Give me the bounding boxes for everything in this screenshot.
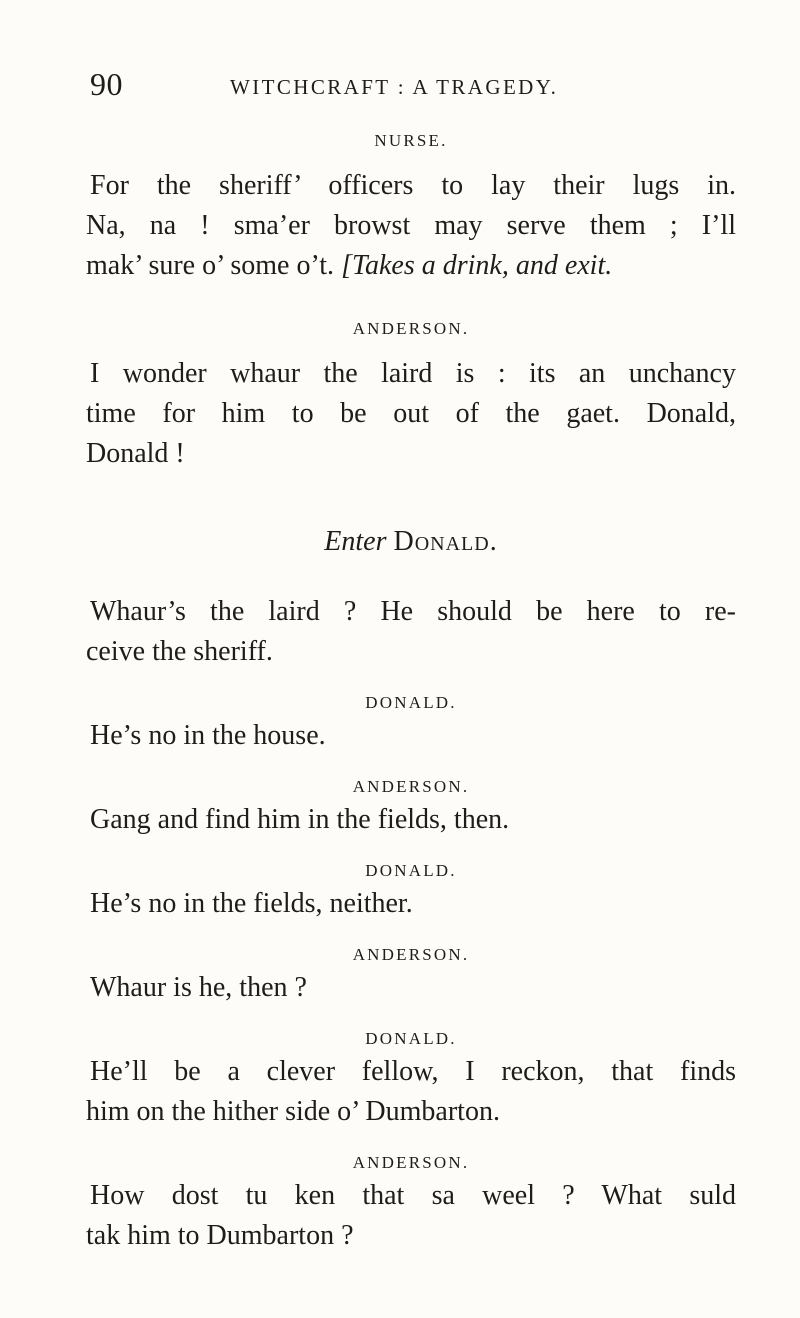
speech-line: For the sheriff’ officers to lay their lugs in. — [90, 170, 736, 201]
speaker-heading: DONALD. — [365, 693, 457, 712]
speech-line: Gang and find him in the fields, then. — [90, 804, 510, 835]
play-text — [86, 128, 736, 1256]
speech — [86, 354, 736, 474]
speaker-heading: ANDERSON. — [352, 777, 470, 796]
speech-line-text: mak’ sure o’ some o’t. — [86, 250, 335, 281]
speech — [86, 1052, 736, 1132]
speaker-heading: DONALD. — [365, 861, 457, 880]
page-number: 90 — [90, 66, 123, 102]
speech-line: Donald ! — [86, 438, 185, 469]
speech-line: him on the hither side o’ Dumbarton. — [86, 1096, 500, 1127]
speech — [86, 166, 736, 286]
speech-line: time for him to be out of the gaet. Donald, — [86, 398, 736, 429]
speech-line: How dost tu ken that sa weel ? What suld — [90, 1180, 736, 1211]
speech — [86, 968, 736, 1008]
speech-line — [86, 246, 736, 286]
enter-word: Enter — [324, 526, 387, 557]
speech-line: He’ll be a clever fellow, I reckon, that finds — [90, 1056, 736, 1087]
speaker-heading: NURSE. — [374, 131, 448, 150]
speech — [86, 800, 736, 840]
speaker-heading: ANDERSON. — [352, 1153, 470, 1172]
speaker-heading: DONALD. — [365, 1029, 457, 1048]
speech-line: Whaur is he, then ? — [90, 972, 307, 1003]
speech-line: I wonder whaur the laird is : its an unchancy — [90, 358, 736, 389]
page-header — [90, 62, 710, 112]
speech — [86, 884, 736, 924]
running-head: WITCHCRAFT : A TRAGEDY. — [230, 75, 559, 99]
speech — [86, 716, 736, 756]
speech-line: ceive the sheriff. — [86, 636, 273, 667]
speech-line: He’s no in the fields, neither. — [90, 888, 413, 919]
speech — [86, 592, 736, 672]
stage-direction: [Takes a drink, and exit. — [341, 250, 613, 281]
speech-line: tak him to Dumbarton ? — [86, 1220, 354, 1251]
speaker-heading: ANDERSON. — [352, 945, 470, 964]
speech-line: He’s no in the house. — [90, 720, 326, 751]
speech-line: Na, na ! sma’er browst may serve them ; I’ll — [86, 210, 736, 241]
speech — [86, 1176, 736, 1256]
entering-character: Donald. — [393, 526, 498, 557]
speech-line: Whaur’s the laird ? He should be here to re- — [90, 596, 736, 627]
entrance-direction — [86, 522, 736, 562]
speaker-heading: ANDERSON. — [352, 319, 470, 338]
